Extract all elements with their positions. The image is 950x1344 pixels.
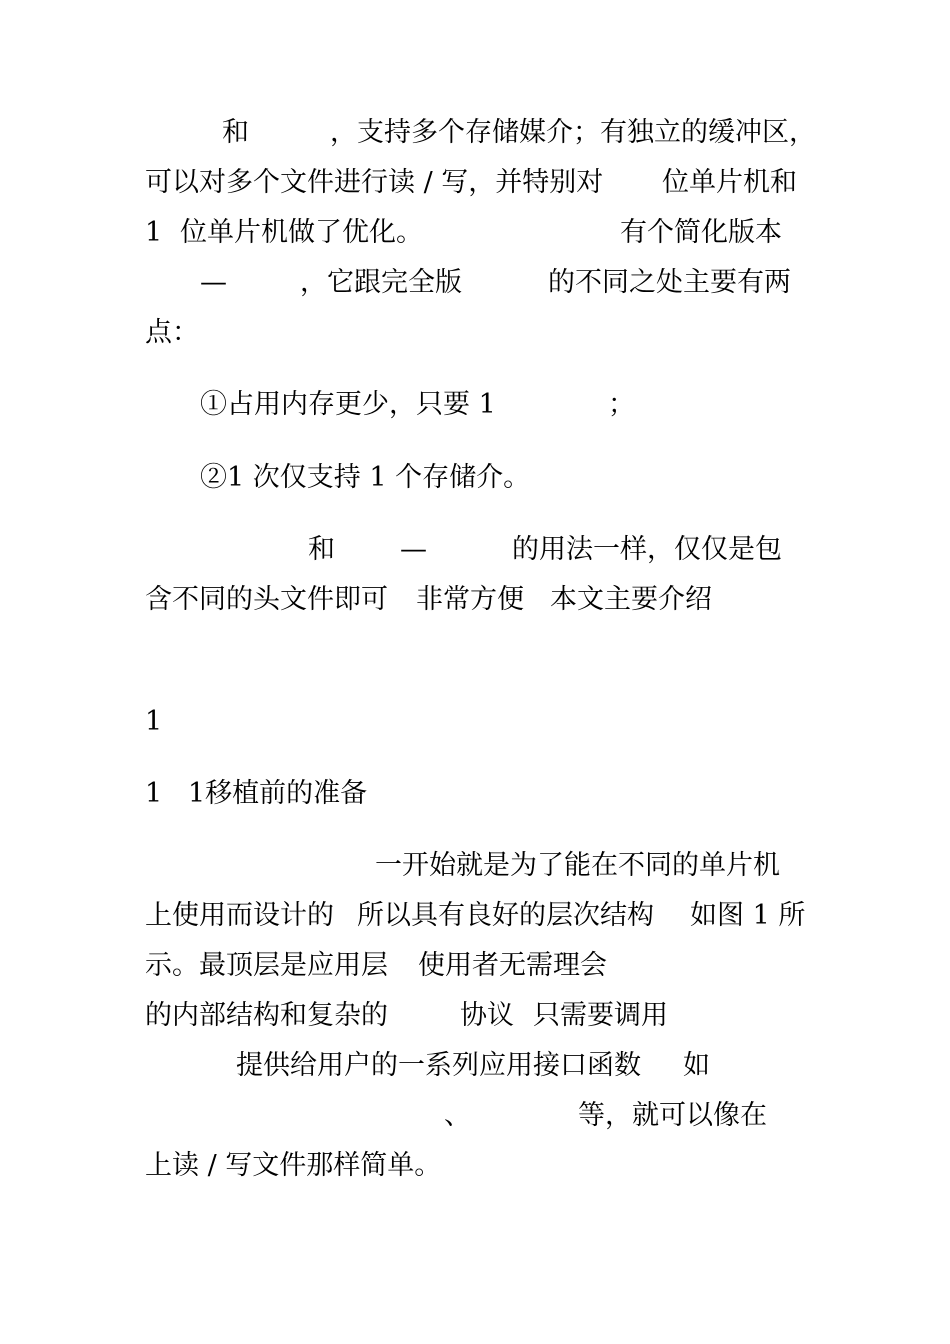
text-fragment: 和 bbox=[222, 117, 249, 148]
text-fragment: — bbox=[200, 267, 227, 298]
text-fragment: ，支持多个存储媒介；有独立的缓冲区， bbox=[330, 117, 816, 148]
text-fragment: 所以具有良好的层次结构 bbox=[357, 900, 654, 931]
text-fragment: ②1 次仅支持 1 个存储介。 bbox=[200, 462, 531, 493]
text-fragment: 一开始就是为了能在不同的单片机 bbox=[375, 850, 780, 881]
heading-number: 1 bbox=[145, 706, 163, 737]
text-fragment: 提供给用户的一系列应用接口函数 bbox=[236, 1050, 641, 1081]
text-fragment: 如图 1 所 bbox=[690, 900, 806, 931]
text-fragment: 、 bbox=[444, 1100, 471, 1131]
text-fragment: 的内部结构和复杂的 bbox=[145, 1000, 388, 1031]
text-fragment: ，它跟完全版 bbox=[300, 267, 462, 298]
text-fragment: 有个简化版本 bbox=[620, 217, 782, 248]
text-fragment: 本文主要介绍 bbox=[550, 584, 712, 615]
text-fragment: 的不同之处主要有两 bbox=[548, 267, 791, 298]
text-fragment: 使用者无需理会 bbox=[418, 950, 607, 981]
text-fragment: — bbox=[400, 534, 427, 565]
text-fragment: 协议 bbox=[460, 1000, 514, 1031]
text-fragment: 可以对多个文件进行读 / 写，并特别对 bbox=[145, 167, 604, 198]
text-fragment: 含不同的头文件即可 bbox=[145, 584, 388, 615]
text-fragment: 上读 / 写文件那样简单。 bbox=[145, 1150, 442, 1181]
text-fragment: ； bbox=[608, 389, 635, 420]
text-fragment: 如 bbox=[683, 1050, 710, 1081]
text-fragment: 点： bbox=[145, 317, 199, 348]
text-fragment: 位单片机和 bbox=[662, 167, 797, 198]
text-fragment: 1 bbox=[145, 217, 163, 248]
text-fragment: 和 bbox=[308, 534, 335, 565]
text-fragment: ①占用内存更少，只要 1 bbox=[200, 389, 496, 420]
text-fragment: 只需要调用 bbox=[533, 1000, 668, 1031]
text-fragment: 示。最顶层是应用层 bbox=[145, 950, 388, 981]
text-fragment: 上使用而设计的 bbox=[145, 900, 334, 931]
heading-number: 1 bbox=[145, 778, 163, 809]
heading-text: 1移植前的准备 bbox=[188, 778, 368, 809]
text-fragment: 非常方便 bbox=[416, 584, 524, 615]
text-fragment: 等，就可以像在 bbox=[578, 1100, 767, 1131]
text-fragment: 的用法一样，仅仅是包 bbox=[512, 534, 782, 565]
text-fragment: 位单片机做了优化。 bbox=[180, 217, 423, 248]
